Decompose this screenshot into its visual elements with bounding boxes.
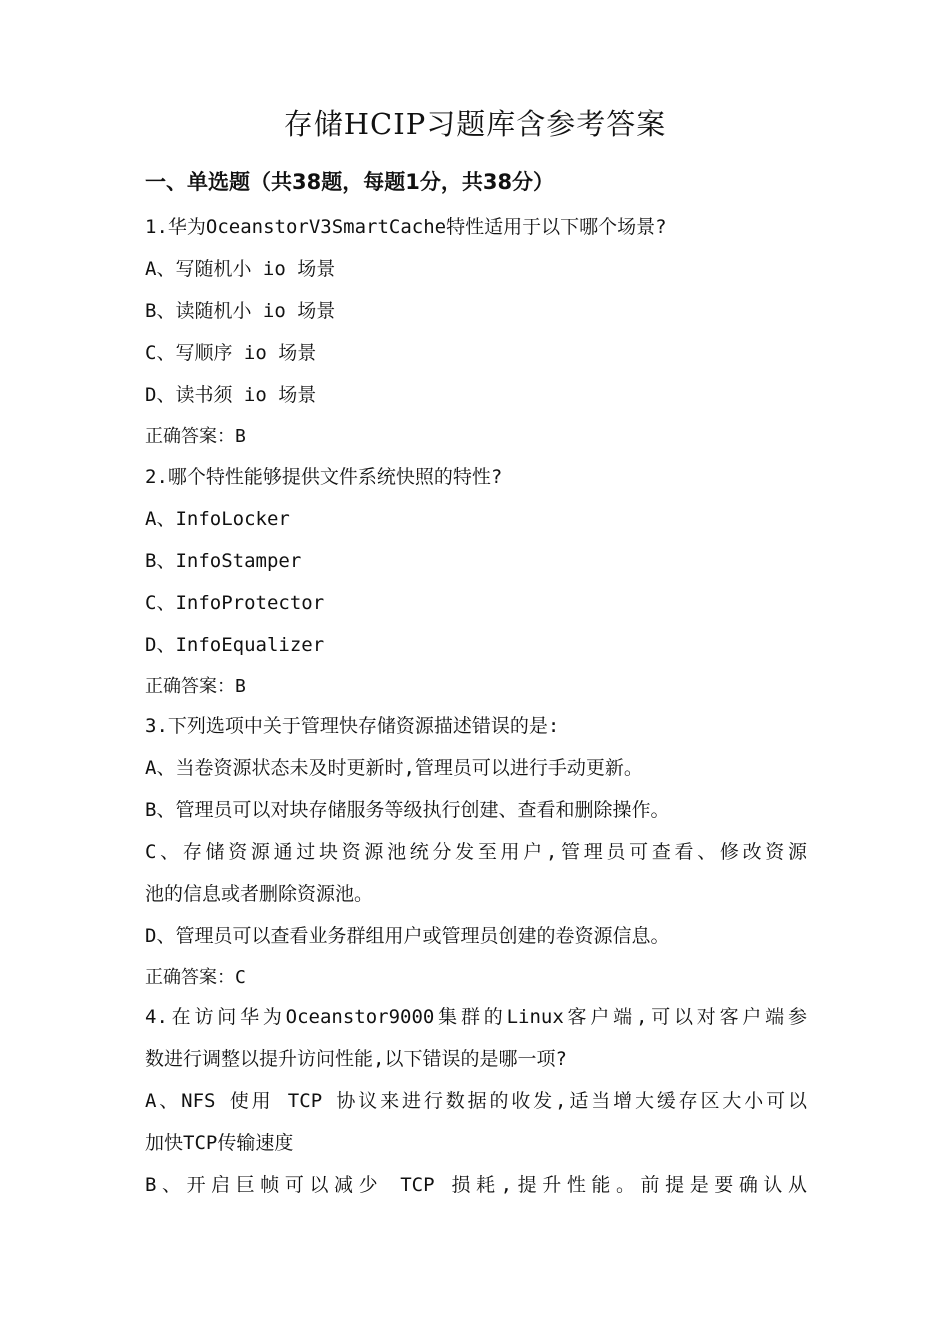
answer-option: B、管理员可以对块存储服务等级执行创建、查看和删除操作。 — [145, 799, 670, 821]
correct-answer: 正确答案：C — [145, 967, 246, 988]
answer-option: A、InfoLocker — [145, 508, 290, 530]
answer-option: A、当卷资源状态未及时更新时,管理员可以进行手动更新。 — [145, 757, 643, 779]
answer-option: B、InfoStamper — [145, 550, 302, 572]
question-stem: 2.哪个特性能够提供文件系统快照的特性? — [145, 466, 503, 488]
answer-option: C、存储资源通过块资源池统分发至用户,管理员可查看、修改资源 — [145, 841, 807, 863]
answer-option: D、管理员可以查看业务群组用户或管理员创建的卷资源信息。 — [145, 925, 670, 947]
answer-option: C、写顺序 io 场景 — [145, 342, 317, 364]
question-stem-continuation: 数进行调整以提升访问性能,以下错误的是哪一项? — [145, 1048, 567, 1070]
answer-option: D、读书须 io 场景 — [145, 384, 317, 406]
question-stem: 3.下列选项中关于管理快存储资源描述错误的是: — [145, 715, 560, 737]
answer-option: D、InfoEqualizer — [145, 634, 325, 656]
section-title: 一、单选题（共38题，每题1分，共38分） — [145, 170, 555, 194]
answer-option: B、开启巨帧可以减少 TCP 损耗,提升性能。前提是要确认从 — [145, 1174, 807, 1196]
question-stem: 1.华为OceanstorV3SmartCache特性适用于以下哪个场景? — [145, 216, 667, 238]
correct-answer: 正确答案：B — [145, 676, 246, 697]
correct-answer: 正确答案：B — [145, 426, 246, 447]
answer-option-continuation: 池的信息或者删除资源池。 — [145, 883, 374, 905]
answer-option: B、读随机小 io 场景 — [145, 300, 336, 322]
answer-option: C、InfoProtector — [145, 592, 325, 614]
document-title: 存储HCIP习题库含参考答案 — [283, 107, 667, 141]
answer-option-continuation: 加快TCP传输速度 — [145, 1132, 294, 1154]
question-stem: 4.在访问华为Oceanstor9000集群的Linux客户端,可以对客户端参 — [145, 1006, 807, 1028]
answer-option: A、NFS 使用 TCP 协议来进行数据的收发,适当增大缓存区大小可以 — [145, 1090, 807, 1112]
answer-option: A、写随机小 io 场景 — [145, 258, 336, 280]
